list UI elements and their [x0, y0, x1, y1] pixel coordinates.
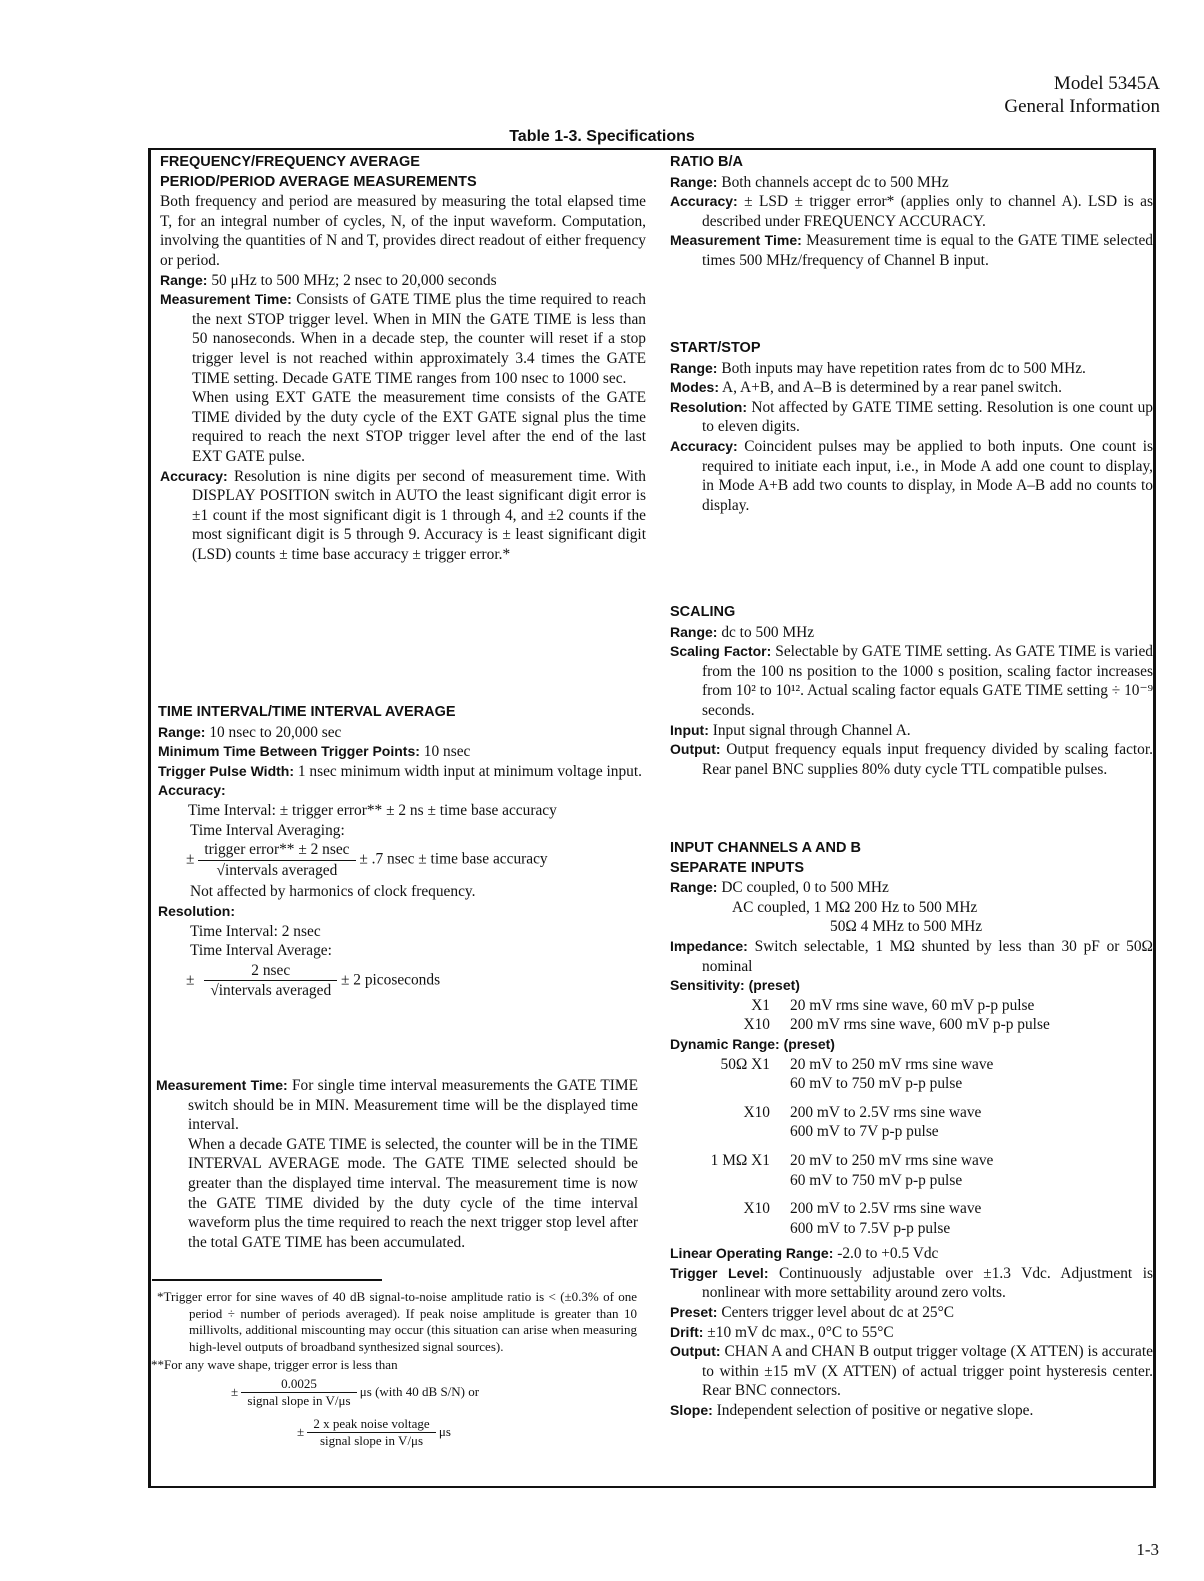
ratio-acc: ± LSD ± trigger error* (applies only to channel A). LSD is as described under FREQUENCY ACCURACY.: [702, 193, 1153, 230]
table-bottom-rule: [148, 1486, 1156, 1488]
right-scaling: [670, 603, 1153, 779]
ti-mt: For single time interval measurements the GATE TIME switch should be in MIN. Measurement time will be the displayed time interval.: [188, 1077, 638, 1134]
footnotes: [151, 1289, 637, 1450]
ic-tl: Continuously adjustable over ±1.3 Vdc. Adjustment is nonlinear with more settability around zero volts.: [702, 1264, 1153, 1302]
sc-sf-label: Scaling Factor:: [670, 643, 772, 660]
fn2-pm: ±: [231, 1383, 239, 1399]
ss-res-label: Resolution:: [670, 398, 747, 415]
page-number: 1-3: [1136, 1540, 1159, 1559]
sc-range-label: Range:: [670, 623, 718, 640]
dyn-value-1: 200 mV to 2.5V rms sine wave: [790, 1103, 982, 1121]
ic-heading-2: SEPARATE INPUTS: [670, 859, 805, 876]
right-input-channels: [670, 839, 1153, 1421]
ti-acc-tail: ± .7 nsec ± time base accuracy: [359, 850, 548, 868]
ti-res-tail: ± 2 picoseconds: [341, 971, 441, 989]
freq-mtime: Consists of GATE TIME plus the time required to reach the next STOP trigger level. When in MIN the GATE TIME is less than 50 nanoseconds. When in a decade step, the counter will reset if a stop trigger level is not reached within approximately 3.4 times the GATE TIME setting. Decade GATE TIME ranges from 100 nsec to 1000 sec.: [192, 291, 646, 387]
ti-res-pm: ±: [186, 971, 195, 989]
ti-tpw: 1 nsec minimum width input at minimum voltage input.: [297, 762, 642, 780]
ss-modes: A, A+B, and A–B is determined by a rear panel switch.: [722, 379, 1062, 397]
ti-tpw-label: Trigger Pulse Width:: [158, 762, 294, 779]
ti-acc-label: Accuracy:: [158, 782, 226, 799]
dyn-key: 50Ω X1: [720, 1055, 770, 1073]
dyn-key: X10: [743, 1103, 770, 1121]
dyn-value-1: 20 mV to 250 mV rms sine wave: [790, 1151, 994, 1169]
ic-imp: Switch selectable, 1 MΩ shunted by less than 30 pF or 50Ω nominal: [702, 937, 1153, 975]
freq-mtime-label: Measurement Time:: [160, 291, 292, 308]
right-ratio: [670, 153, 1153, 271]
ic-tl-label: Trigger Level:: [670, 1264, 769, 1281]
ti-mt2: When a decade GATE TIME is selected, the counter will be in the TIME INTERVAL AVERAGE mode. The GATE TIME selected should be greater than the displayed time interval. The measurement time is now the GATE TIME divided by the duty cycle of the time interval waveform plus the time required to reach the next trigger stop level after the total GATE TIME has been accumulated.: [188, 1135, 638, 1251]
ti-heading: TIME INTERVAL/TIME INTERVAL AVERAGE: [158, 704, 456, 720]
dyn-value-1: 20 mV to 250 mV rms sine wave: [790, 1055, 994, 1073]
dyn-value-2: 600 mV to 7V p-p pulse: [790, 1123, 939, 1141]
ratio-acc-label: Accuracy:: [670, 193, 738, 210]
ti-min: 10 nsec: [423, 743, 471, 761]
dyn-value-1: 200 mV to 2.5V rms sine wave: [790, 1200, 982, 1218]
ti-acc-ti: Time Interval: ± trigger error** ± 2 ns ± time base accuracy: [188, 801, 557, 819]
table-right-rule: [1153, 148, 1156, 1488]
ti-acc-den: √intervals averaged: [216, 861, 338, 879]
header-model: Model 5345A: [1053, 73, 1160, 94]
sc-sf: Selectable by GATE TIME setting. As GATE TIME is varied from the 100 ns position to the 1000 s position, scaling factor increases from 10² to 10¹². Actual scaling factor equals GATE TIME setting ÷ 10⁻⁹ seconds.: [702, 643, 1153, 719]
ss-acc-label: Accuracy:: [670, 437, 738, 454]
ratio-mt-label: Measurement Time:: [670, 232, 802, 249]
right-startstop: [670, 339, 1153, 515]
ic-lor-label: Linear Operating Range:: [670, 1245, 834, 1262]
dyn-key: 1 MΩ X1: [710, 1151, 770, 1169]
sc-out-label: Output:: [670, 741, 721, 758]
sens-key: X10: [743, 1016, 770, 1034]
ss-acc: Coincident pulses may be applied to both inputs. One count is required to initiate each input, i.e., in Mode A add one count to display, in Mode A+B add two counts to display, in Mode A–B add no counts to display.: [702, 437, 1153, 514]
fn2-den2: signal slope in V/μs: [319, 1433, 424, 1448]
ic-range-label: Range:: [670, 879, 718, 896]
ratio-heading: RATIO B/A: [670, 154, 744, 170]
fn2-num1: 0.0025: [241, 1376, 356, 1394]
dyn-row: [670, 1055, 1153, 1094]
sens-value: 200 mV rms sine wave, 600 mV p-p pulse: [790, 1016, 1050, 1034]
ti-acc-formula: [158, 840, 646, 880]
ss-range: Both inputs may have repetition rates from dc to 500 MHz.: [721, 359, 1086, 377]
ic-out-label: Output:: [670, 1343, 721, 1360]
footnote-rule: [152, 1279, 382, 1281]
ti-res-ti: Time Interval: 2 nsec: [190, 922, 321, 940]
ic-range-2: AC coupled, 1 MΩ 200 Hz to 500 MHz: [732, 898, 978, 916]
freq-heading-2: PERIOD/PERIOD AVERAGE MEASUREMENTS: [160, 173, 477, 190]
sc-heading: SCALING: [670, 604, 736, 620]
ic-lor: -2.0 to +0.5 Vdc: [837, 1245, 939, 1263]
ss-range-label: Range:: [670, 359, 718, 376]
ic-out: CHAN A and CHAN B output trigger voltage (X ATTEN) is accurate to within ±15 mV (X ATTEN) of actual trigger point hysteresis center. Rear BNC connectors.: [702, 1343, 1153, 1400]
ti-mt-label: Measurement Time:: [156, 1077, 288, 1093]
fn2-num2: 2 x peak noise voltage: [307, 1416, 435, 1434]
ic-dyn-label: Dynamic Range: (preset): [670, 1035, 835, 1052]
left-column: [160, 153, 646, 564]
ti-res-num: 2 nsec: [204, 961, 337, 982]
ratio-range: Both channels accept dc to 500 MHz: [721, 173, 949, 191]
ic-slope-label: Slope:: [670, 1402, 713, 1419]
sens-row: [670, 1015, 1153, 1035]
ti-res-label: Resolution:: [158, 902, 235, 919]
ic-imp-label: Impedance:: [670, 937, 748, 954]
ti-acc-num: trigger error** ± 2 nsec: [198, 840, 355, 861]
sc-in-label: Input:: [670, 721, 709, 738]
ti-res-den: √intervals averaged: [210, 982, 332, 1000]
ic-pre-label: Preset:: [670, 1304, 718, 1321]
freq-acc-label: Accuracy:: [160, 467, 228, 484]
dyn-row: [670, 1103, 1153, 1142]
sens-row: [670, 996, 1153, 1016]
freq-range: 50 μHz to 500 MHz; 2 nsec to 20,000 seconds: [211, 271, 497, 289]
ti-res-tia: Time Interval Average:: [190, 942, 332, 960]
ic-range-1: DC coupled, 0 to 500 MHz: [721, 879, 889, 897]
dyn-key: X10: [743, 1200, 770, 1218]
ratio-range-label: Range:: [670, 173, 718, 190]
footnote-1: *Trigger error for sine waves of 40 dB signal-to-noise amplitude ratio is < (±0.3% of one period ÷ number of periods averaged). If peak noise amplitude is greater than 10 millivolts, additional miscounting may occur (this situation can arise when measuring high-level outputs of broadband synthesized signal sources).: [157, 1289, 637, 1354]
time-interval-section: [158, 703, 646, 1001]
footnote-formula-1: [157, 1376, 637, 1410]
ic-slope: Independent selection of positive or negative slope.: [716, 1402, 1034, 1420]
sc-range: dc to 500 MHz: [721, 623, 815, 641]
dyn-row: [670, 1199, 1153, 1238]
freq-mtime-ext: When using EXT GATE the measurement time consists of the GATE TIME divided by the duty cycle of the EXT GATE signal plus the time required to reach the next STOP trigger level after the end of the last EXT GATE pulse.: [192, 389, 646, 465]
fn2-tail2: μs: [438, 1423, 451, 1439]
dyn-value-2: 60 mV to 750 mV p-p pulse: [790, 1171, 963, 1189]
ss-res: Not affected by GATE TIME setting. Resolution is one count up to eleven digits.: [702, 398, 1153, 436]
dyn-value-2: 60 mV to 750 mV p-p pulse: [790, 1075, 963, 1093]
table-left-rule: [148, 148, 151, 1488]
dyn-value-2: 600 mV to 7.5V p-p pulse: [790, 1219, 951, 1237]
header-section: General Information: [1004, 96, 1160, 117]
sc-in: Input signal through Channel A.: [712, 721, 911, 739]
fn2-pm-2: ±: [297, 1423, 305, 1439]
ti-measurement-time: [156, 1076, 638, 1252]
freq-heading-1: FREQUENCY/FREQUENCY AVERAGE: [160, 154, 420, 170]
freq-range-label: Range:: [160, 271, 208, 288]
ratio-mt: Measurement time is equal to the GATE TIME selected times 500 MHz/frequency of Channel B input.: [702, 232, 1153, 269]
dyn-row: [670, 1151, 1153, 1190]
ti-res-formula: [158, 961, 646, 1001]
table-title: Table 1-3. Specifications: [509, 128, 695, 145]
ti-min-label: Minimum Time Between Trigger Points:: [158, 743, 420, 760]
ti-acc-note: Not affected by harmonics of clock frequency.: [190, 883, 476, 901]
ti-acc-pm: ±: [186, 850, 195, 868]
freq-intro: Both frequency and period are measured by measuring the total elapsed time T, for an integral number of cycles, N, of the input waveform. Computation, involving the quantities of N and T, provides direct readout of either frequency or period.: [160, 193, 646, 269]
ic-drift: ±10 mV dc max., 0°C to 55°C: [707, 1323, 894, 1341]
freq-accuracy: Resolution is nine digits per second of measurement time. With DISPLAY POSITION switch in AUTO the least significant digit error is ±1 count if the most significant digit is 1 through 4, and ±2 counts if the most significant digit is 5 through 9. Accuracy is ± least significant digit (LSD) counts ± time base accuracy ± trigger error.*: [192, 467, 646, 563]
ic-sens-label: Sensitivity: (preset): [670, 977, 800, 994]
ic-heading-1: INPUT CHANNELS A AND B: [670, 840, 861, 856]
footnote-formula-2: [157, 1416, 637, 1450]
table-top-rule: [148, 148, 1156, 150]
ti-range-label: Range:: [158, 723, 206, 740]
fn2-tail1: μs (with 40 dB S/N) or: [359, 1383, 480, 1399]
ti-acc-tia: Time Interval Averaging:: [190, 821, 345, 839]
ss-heading: START/STOP: [670, 340, 761, 356]
ic-pre: Centers trigger level about dc at 25°C: [721, 1304, 954, 1322]
footnote-2: **For any wave shape, trigger error is less than: [151, 1357, 398, 1372]
ss-modes-label: Modes:: [670, 379, 719, 396]
fn2-den1: signal slope in V/μs: [247, 1393, 351, 1408]
sens-key: X1: [751, 996, 770, 1014]
ic-drift-label: Drift:: [670, 1323, 704, 1340]
ti-range: 10 nsec to 20,000 sec: [209, 723, 342, 741]
sens-value: 20 mV rms sine wave, 60 mV p-p pulse: [790, 996, 1035, 1014]
sc-out: Output frequency equals input frequency divided by scaling factor. Rear panel BNC supplies 80% duty cycle TTL compatible pulses.: [702, 741, 1153, 778]
ic-range-3: 50Ω 4 MHz to 500 MHz: [830, 918, 983, 936]
